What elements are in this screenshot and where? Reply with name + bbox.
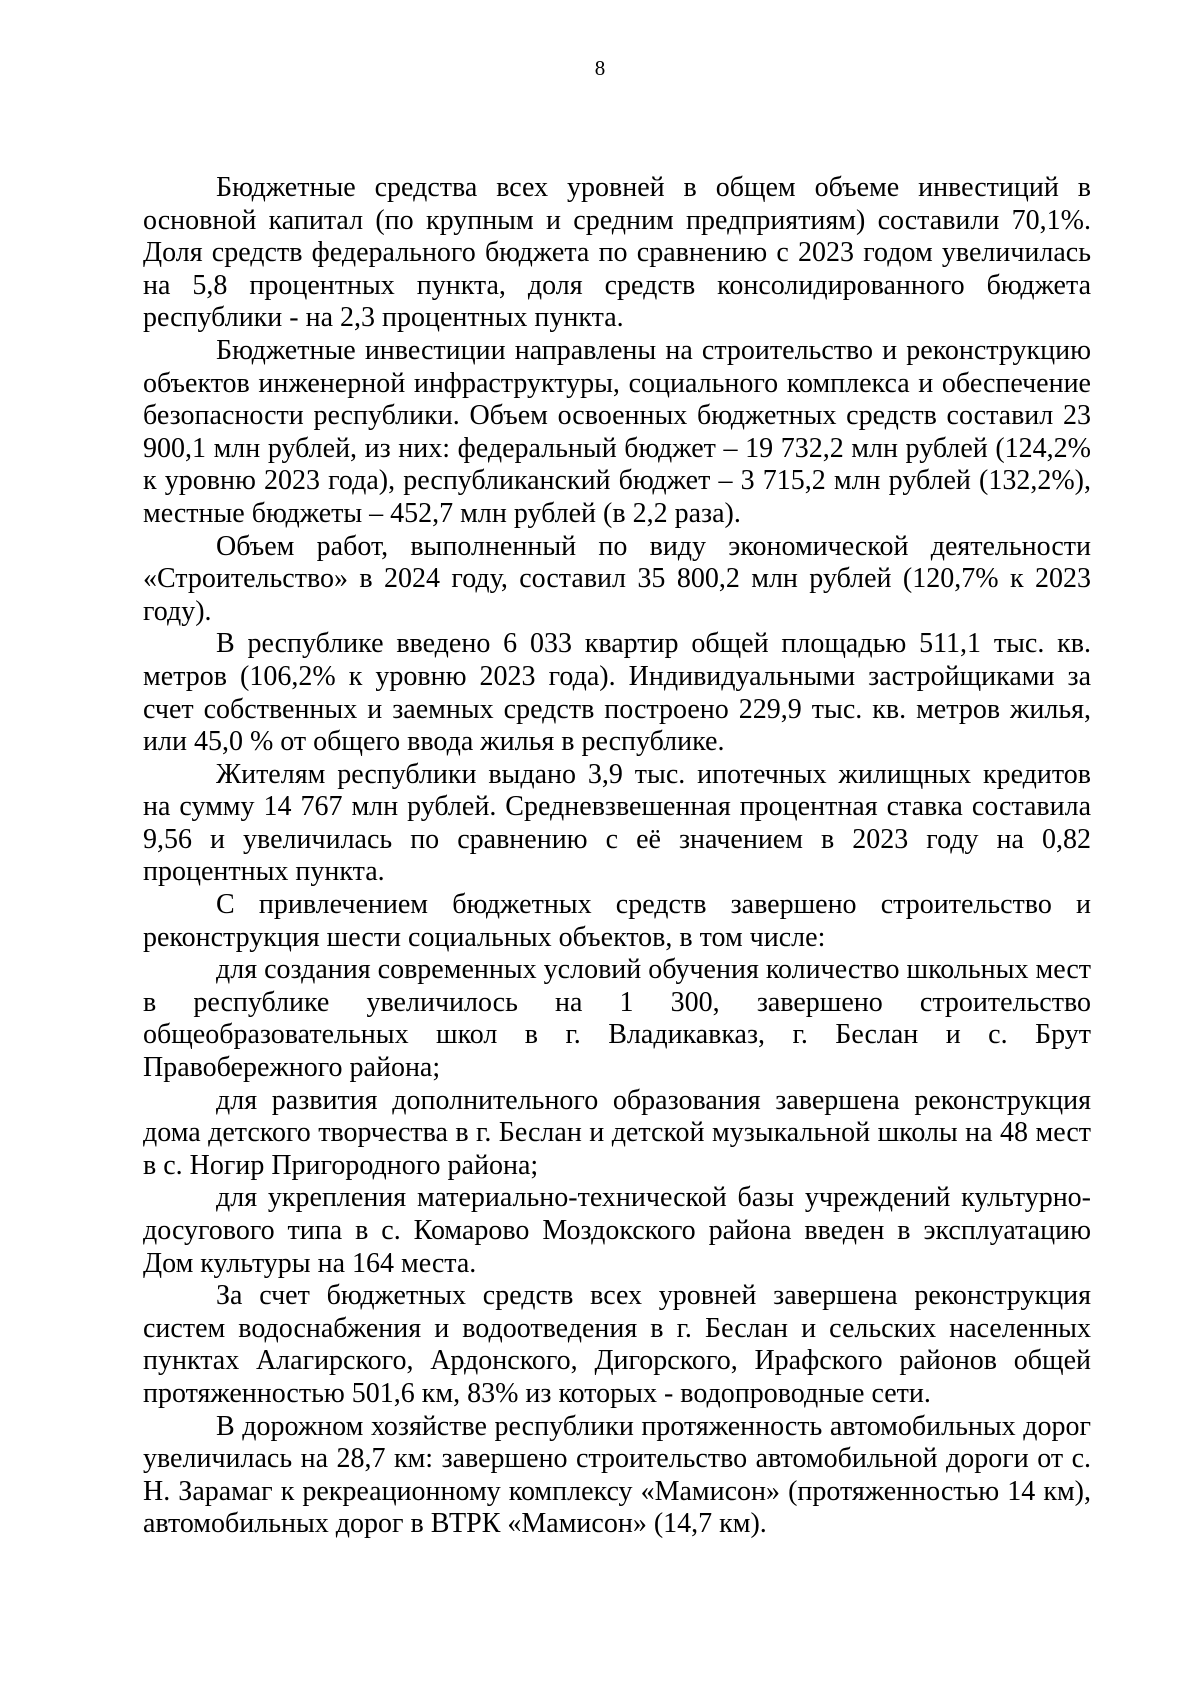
paragraph-mortgage: Жителям республики выдано 3,9 тыс. ипотечных жилищных кредитов на сумму 14 767 млн рублей. Средневзвешенная процентная ставка составила 9,56 и увеличилась по сравнению с её значением в 2023 году на 0,82 процентных пункта. [143,758,1091,888]
paragraph-culture: для укрепления материально-технической базы учреждений культурно-досугового типа в с. Комарово Моздокского района введен в эксплуатацию Дом культуры на 164 места. [143,1182,1091,1279]
paragraph-additional-education: для развития дополнительного образования завершена реконструкция дома детского творчества в г. Беслан и детской музыкальной школы на 48 мест в с. Ногир Пригородного района; [143,1084,1091,1181]
paragraph-housing: В республике введено 6 033 квартир общей площадью 511,1 тыс. кв. метров (106,2% к уровню 2023 года). Индивидуальными застройщиками за счет собственных и заемных средств построено 229,9 тыс. кв. метров жилья, или 45,0 % от общего ввода жилья в республике. [143,628,1091,758]
paragraph-budget-investments: Бюджетные инвестиции направлены на строительство и реконструкцию объектов инженерной инфраструктуры, социального комплекса и обеспечение безопасности республики. Объем освоенных бюджетных средств составил 23 900,1 млн рублей, из них: федеральный бюджет – 19 732,2 млн рублей (124,2% к уровню 2023 года), республиканский бюджет – 3 715,2 млн рублей (132,2%), местные бюджеты – 452,7 млн рублей (в 2,2 раза). [143,334,1091,529]
paragraph-schools: для создания современных условий обучения количество школьных мест в республике увеличилось на 1 300, завершено строительство общеобразовательных школ в г. Владикавказ, г. Беслан и с. Брут Правобережного района; [143,954,1091,1084]
paragraph-construction-volume: Объем работ, выполненный по виду экономической деятельности «Строительство» в 2024 году, составил 35 800,2 млн рублей (120,7% к 2023 году). [143,530,1091,627]
paragraph-roads: В дорожном хозяйстве республики протяженность автомобильных дорог увеличилась на 28,7 км: завершено строительство автомобильной дороги от с. Н. Зарамаг к рекреационному комплексу «Мамисон» (протяженностью 14 км), автомобильных дорог в ВТРК «Мамисон» (14,7 км). [143,1410,1091,1540]
paragraph-budget-share: Бюджетные средства всех уровней в общем объеме инвестиций в основной капитал (по крупным и средним предприятиям) составили 70,1%. Доля средств федерального бюджета по сравнению с 2023 годом увеличилась на 5,8 процентных пункта, доля средств консолидированного бюджета республики - на 2,3 процентных пункта. [143,172,1091,334]
document-body [143,172,1091,1541]
paragraph-social-objects: С привлечением бюджетных средств завершено строительство и реконструкция шести социальных объектов, в том числе: [143,889,1091,953]
paragraph-water-supply: За счет бюджетных средств всех уровней завершена реконструкция систем водоснабжения и водоотведения в г. Беслан и сельских населенных пунктах Алагирского, Ардонского, Дигорского, Ирафского районов общей протяженностью 501,6 км, 83% из которых - водопроводные сети. [143,1280,1091,1409]
page-number: 8 [594,56,606,80]
